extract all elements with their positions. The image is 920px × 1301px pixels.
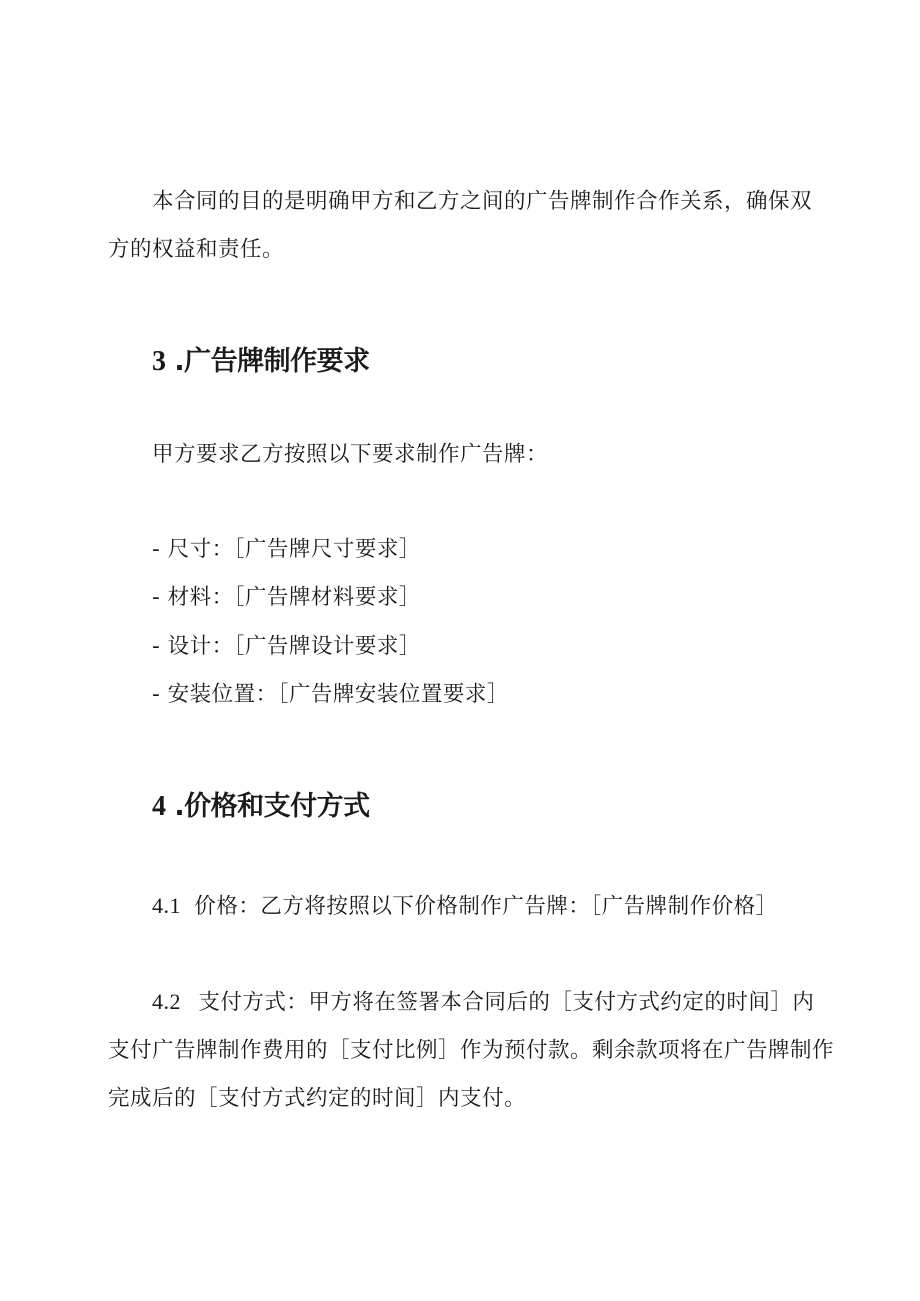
clause-4-1 bbox=[152, 889, 778, 920]
requirement-item: - 材料：［广告牌材料要求］ bbox=[152, 585, 421, 610]
requirement-item: - 安装位置：［广告牌安装位置要求］ bbox=[152, 682, 509, 707]
clause-4-2-text-1: 支付方式：甲方将在签署本合同后的［支付方式约定的时间］内 bbox=[198, 990, 815, 1015]
section-4-title: .价格和支付方式 bbox=[174, 791, 370, 822]
intro-line-1: 本合同的目的是明确甲方和乙方之间的广告牌制作合作关系，确保双 bbox=[152, 189, 813, 214]
requirement-item: - 尺寸：［广告牌尺寸要求］ bbox=[152, 537, 421, 562]
section-4-number: 4 bbox=[152, 791, 166, 822]
clause-4-2-line-2: 支付广告牌制作费用的［支付比例］作为预付款。剩余款项将在广告牌制作 bbox=[108, 1038, 835, 1063]
requirement-item: - 设计：［广告牌设计要求］ bbox=[152, 634, 421, 659]
clause-4-1-number: 4.1 bbox=[152, 893, 181, 918]
clause-4-2-number: 4.2 bbox=[152, 989, 181, 1014]
clause-4-2-line-3: 完成后的［支付方式约定的时间］内支付。 bbox=[108, 1086, 527, 1111]
section-3-title: .广告牌制作要求 bbox=[174, 346, 370, 377]
clause-4-2-line-1 bbox=[152, 985, 814, 1016]
section-3-number: 3 bbox=[152, 346, 166, 377]
section-3-lead: 甲方要求乙方按照以下要求制作广告牌： bbox=[152, 442, 549, 467]
clause-4-1-text: 价格：乙方将按照以下价格制作广告牌：［广告牌制作价格］ bbox=[194, 894, 778, 919]
section-4-heading bbox=[152, 784, 370, 823]
intro-line-2: 方的权益和责任。 bbox=[108, 237, 285, 262]
section-3-heading bbox=[152, 339, 370, 378]
